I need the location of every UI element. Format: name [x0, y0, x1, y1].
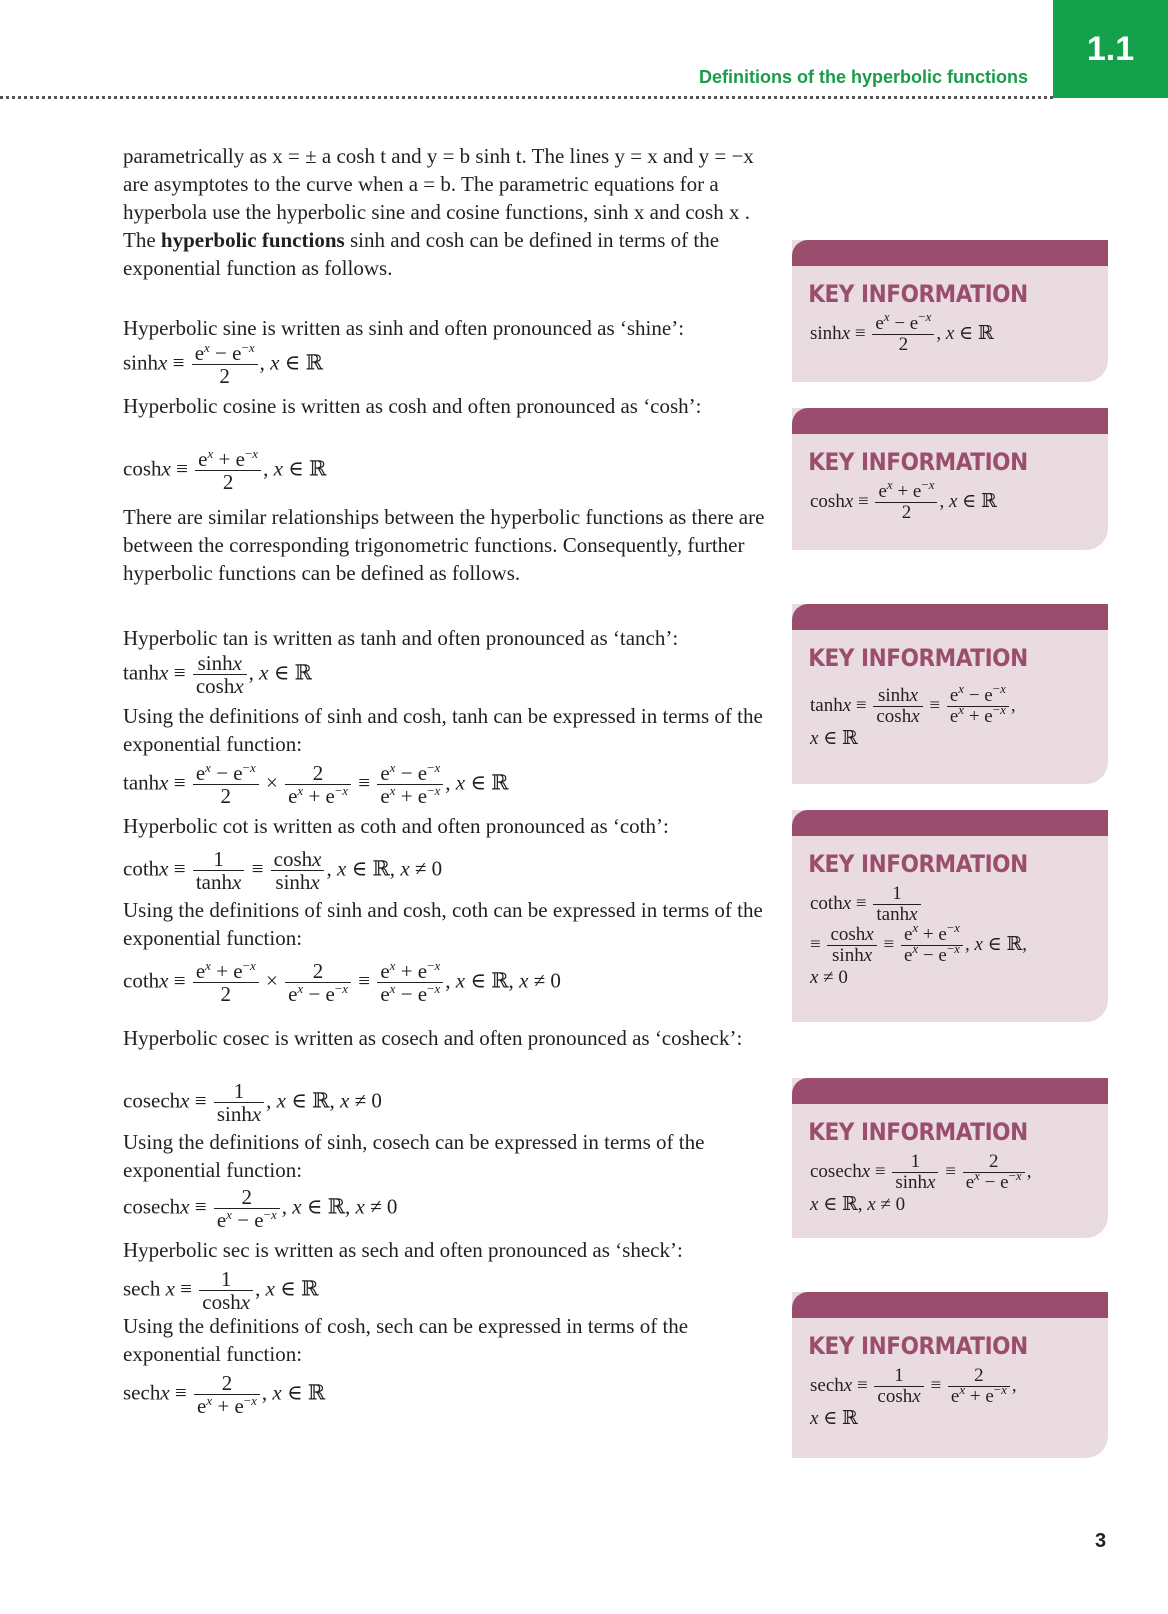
sech-exponential: sechx ≡ $\frac{2}{e^x + e^{-x}}$ , x ∈ ℝ	[123, 1371, 326, 1418]
key-info-cosh-formula: coshx ≡ $\frac{e^x + e^{-x}}{2}$ , x ∈ ℝ	[810, 477, 997, 523]
coth-exponential: cothx ≡ $\frac{e^x + e^{-x}}{2}$ × $\frac{2}{e^x - e^{-x}}$ ≡ $\frac{e^x + e^{-x}}{e^x - e^{-x}}$ , x ∈ ℝ, x ≠ 0	[123, 958, 561, 1006]
intro-paragraph: parametrically as x = ± a cosh t and y = b sinh t. The lines y = x and y = −x are asymptotes to the curve when a = b. The parametric equations for a hyperbola use the hyperbolic sine and cosine functions, sinh x and cosh x . The hyperbolic functions sinh and cosh can be defined in terms of the exponential function as follows.	[123, 144, 754, 280]
tanh-exponential: tanhx ≡ $\frac{e^x - e^{-x}}{2}$ × $\frac{2}{e^x + e^{-x}}$ ≡ $\frac{e^x - e^{-x}}{e^x + e^{-x}}$ , x ∈ ℝ	[123, 760, 509, 808]
cosech-intro: Hyperbolic cosec is written as cosech and often pronounced as ‘cosheck’:	[123, 1026, 743, 1050]
header-divider	[0, 96, 1053, 99]
coth-intro: Hyperbolic cot is written as coth and often pronounced as ‘coth’:	[123, 814, 669, 838]
key-info-sech	[792, 1292, 1108, 1458]
key-info-bar	[792, 604, 1108, 630]
tanh-using: Using the definitions of sinh and cosh, tanh can be expressed in terms of the exponential function:	[123, 704, 763, 756]
sech-definition: sech x ≡ $\frac{1}{\cosh x}$ , x ∈ ℝ	[123, 1267, 319, 1314]
key-info-title: KEY INFORMATION	[808, 850, 1028, 878]
key-info-cosech	[792, 1078, 1108, 1238]
key-info-coth-formula: cothx ≡ $\frac{1}{\tanh x}$ ≡ $\frac{\cosh x}{\sinh x}$ ≡ $\frac{e^x + e^{-x}}{e^x - e^{-x}}$ , x ∈ ℝ, x ≠ 0	[810, 883, 1027, 988]
cosh-definition: coshx ≡ $\frac{e^x + e^{-x}}{2}$ , x ∈ ℝ	[123, 446, 327, 494]
sech-intro: Hyperbolic sec is written as sech and often pronounced as ‘sheck’:	[123, 1238, 683, 1262]
key-info-title: KEY INFORMATION	[808, 1332, 1028, 1360]
key-info-bar	[792, 408, 1108, 434]
running-header: Definitions of the hyperbolic functions	[698, 67, 1028, 87]
key-info-bar	[792, 810, 1108, 836]
key-info-title: KEY INFORMATION	[808, 280, 1028, 308]
key-info-bar	[792, 1292, 1108, 1318]
cosech-definition: cosechx ≡ $\frac{1}{\sinh x}$ , x ∈ ℝ, x ≠ 0	[123, 1079, 382, 1126]
key-info-sinh-formula: sinhx ≡ $\frac{e^x - e^{-x}}{2}$ , x ∈ ℝ	[810, 309, 994, 355]
key-info-title: KEY INFORMATION	[808, 448, 1028, 476]
key-info-bar	[792, 240, 1108, 266]
key-info-tanh-formula: tanhx ≡ $\frac{\sinh x}{\cosh x}$ ≡ $\frac{e^x - e^{-x}}{e^x + e^{-x}}$ , x ∈ ℝ	[810, 681, 1016, 749]
coth-definition: cothx ≡ $\frac{1}{\tanh x}$ ≡ $\frac{\cosh x}{\sinh x}$ , x ∈ ℝ, x ≠ 0	[123, 847, 443, 894]
page-number: 3	[1095, 1530, 1107, 1552]
key-info-bar	[792, 1078, 1108, 1104]
key-info-tanh	[792, 604, 1108, 784]
key-info-sinh	[792, 240, 1108, 382]
similar-paragraph: There are similar relationships between the hyperbolic functions as there are between the corresponding trigonometric functions. Consequently, further hyperbolic functions can be defined as follows.	[123, 505, 765, 585]
sinh-intro: Hyperbolic sine is written as sinh and often pronounced as ‘shine’:	[123, 316, 685, 340]
coth-using: Using the definitions of sinh and cosh, coth can be expressed in terms of the exponential function:	[123, 898, 763, 950]
key-info-cosh	[792, 408, 1108, 550]
key-info-coth	[792, 810, 1108, 1022]
cosech-using: Using the definitions of sinh, cosech can be expressed in terms of the exponential function:	[123, 1130, 705, 1182]
sech-using: Using the definitions of cosh, sech can be expressed in terms of the exponential function:	[123, 1314, 689, 1366]
key-info-cosech-formula: cosechx ≡ $\frac{1}{\sinh x}$ ≡ $\frac{2}{e^x - e^{-x}}$ , x ∈ ℝ, x ≠ 0	[810, 1151, 1032, 1215]
tanh-definition: tanhx ≡ $\frac{\sinh x}{\cosh x}$ , x ∈ ℝ	[123, 651, 312, 698]
key-info-title: KEY INFORMATION	[808, 1118, 1028, 1146]
section-number-tab: 1.1	[1053, 0, 1168, 98]
key-info-sech-formula: sechx ≡ $\frac{1}{\cosh x}$ ≡ $\frac{2}{e^x + e^{-x}}$ , x ∈ ℝ	[810, 1365, 1017, 1429]
cosh-intro: Hyperbolic cosine is written as cosh and often pronounced as ‘cosh’:	[123, 394, 702, 418]
key-info-title: KEY INFORMATION	[808, 644, 1028, 672]
cosech-exponential: cosechx ≡ $\frac{2}{e^x - e^{-x}}$ , x ∈ ℝ, x ≠ 0	[123, 1185, 398, 1232]
sinh-definition: sinhx ≡ $\frac{e^x - e^{-x}}{2}$ , x ∈ ℝ	[123, 340, 323, 388]
tanh-intro: Hyperbolic tan is written as tanh and often pronounced as ‘tanch’:	[123, 626, 679, 650]
